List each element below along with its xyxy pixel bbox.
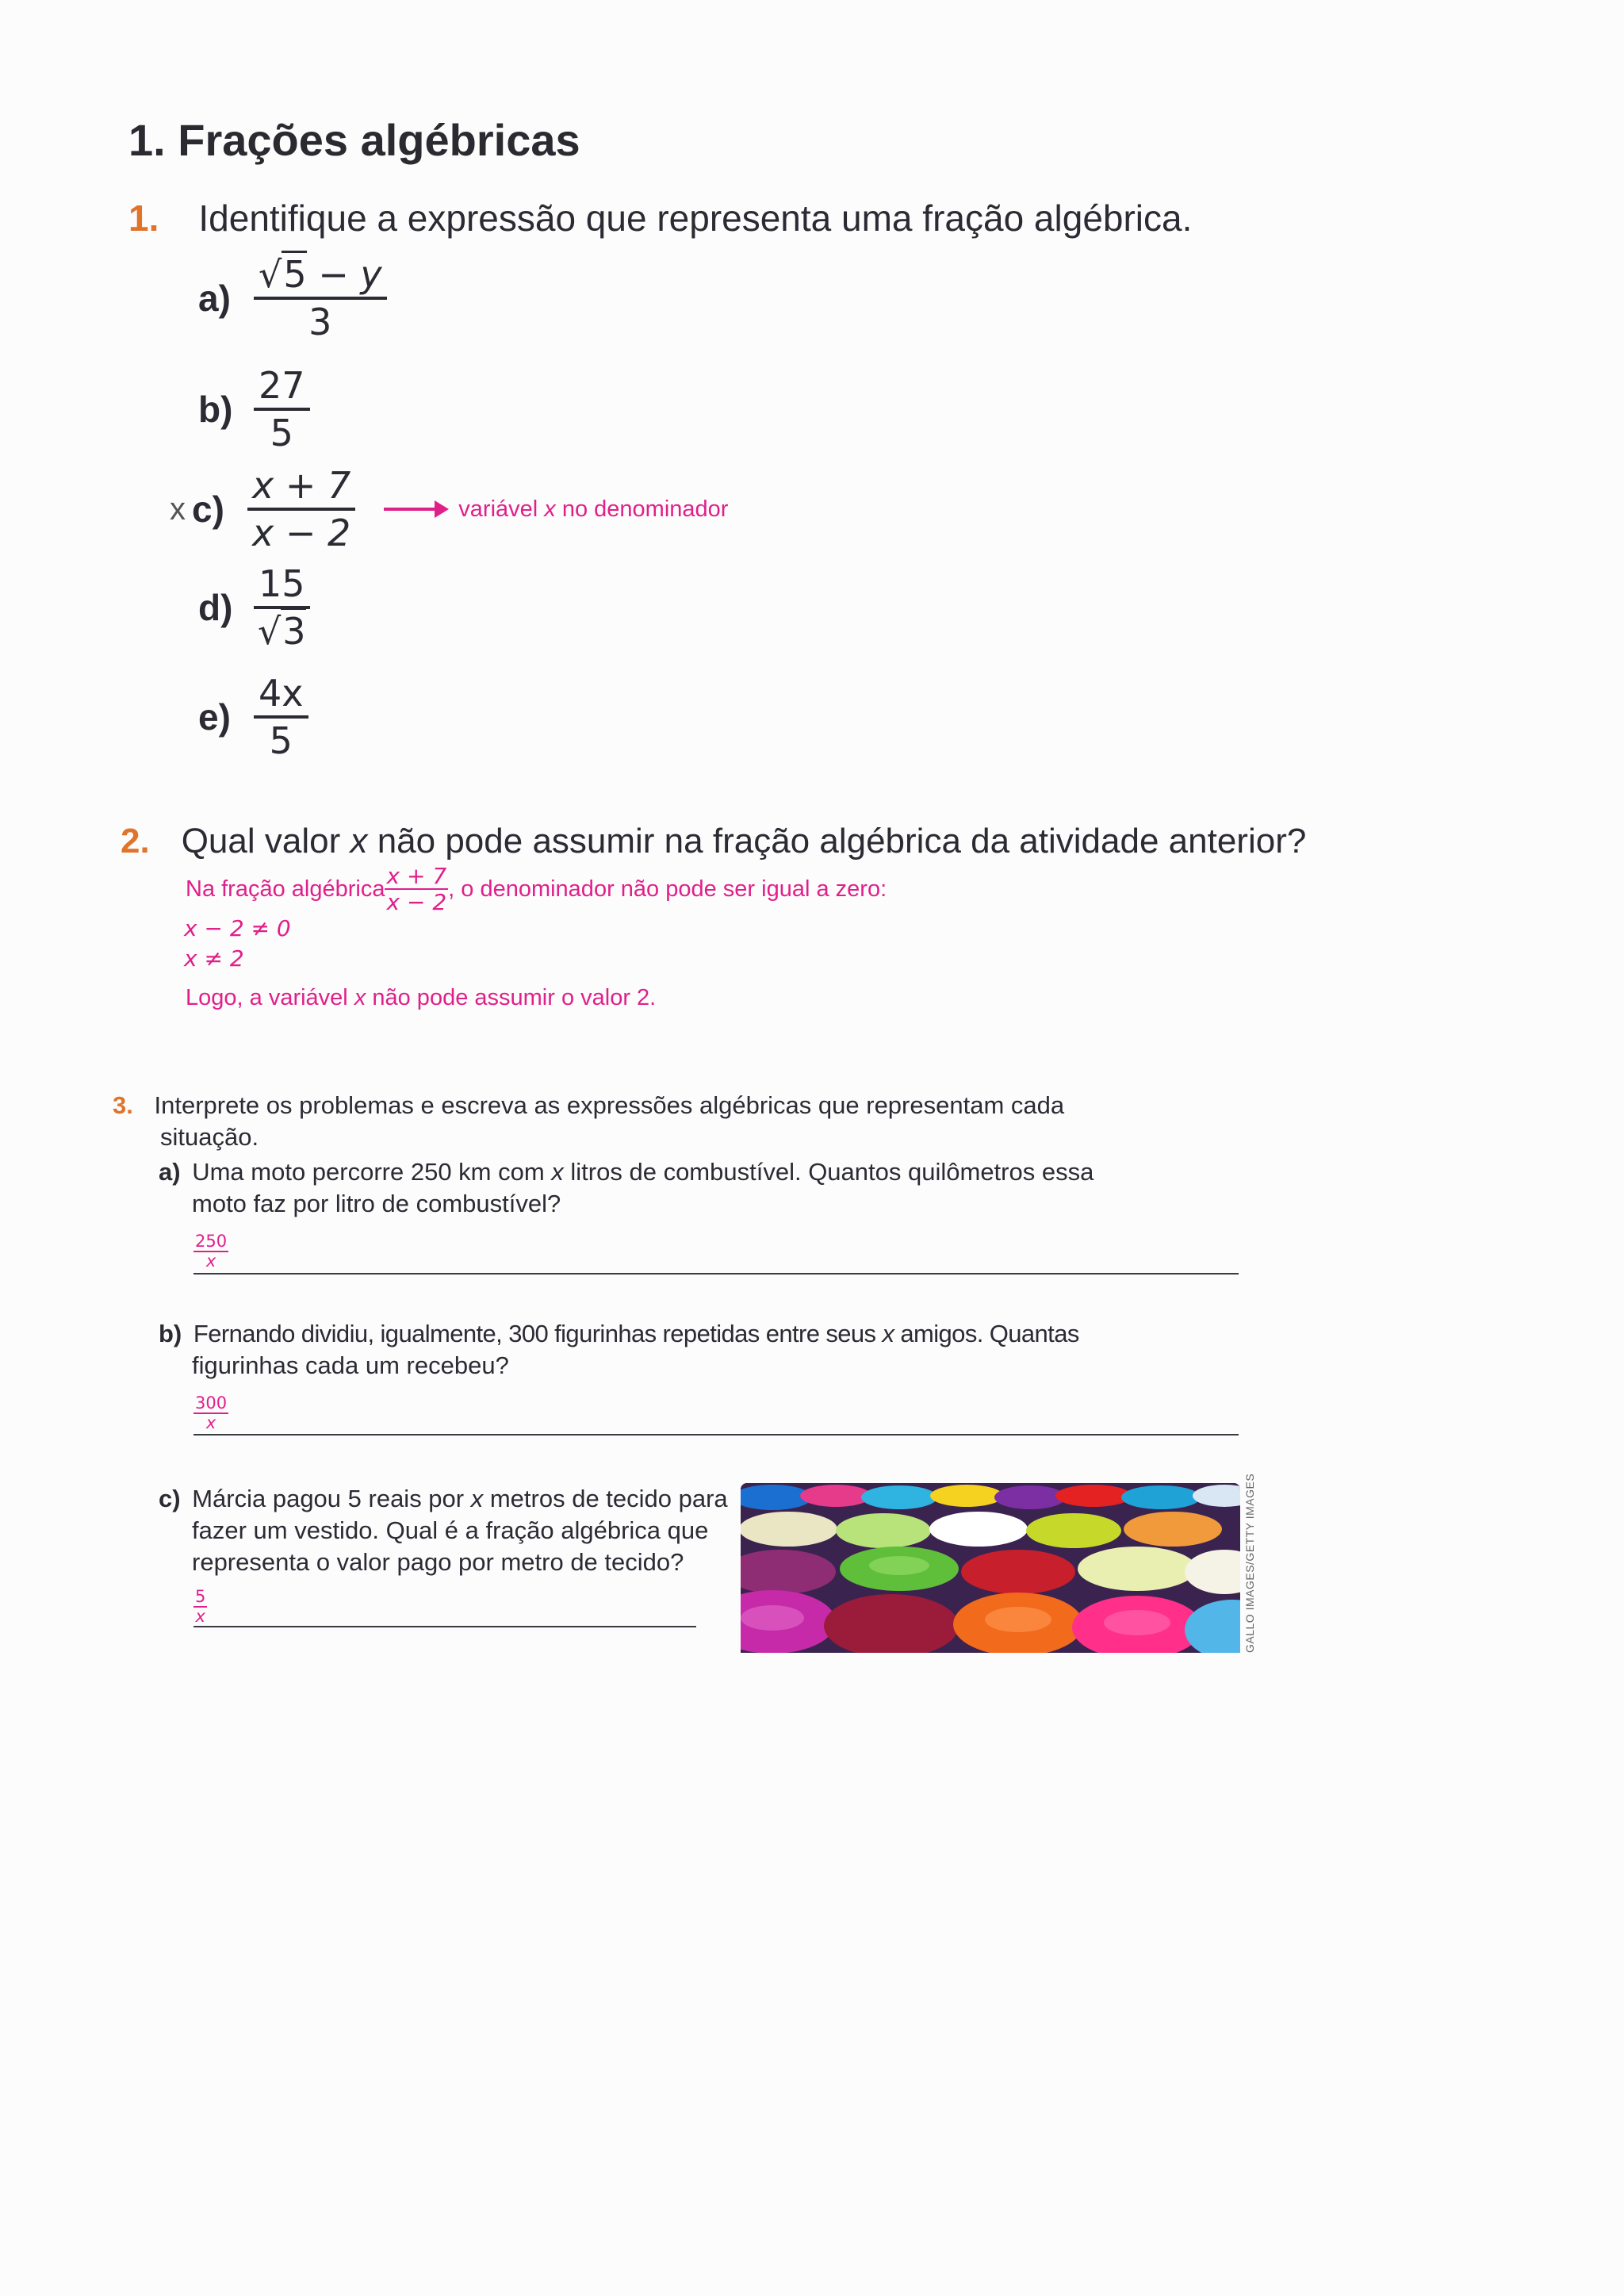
numerator: 15 (254, 565, 310, 609)
option-b (198, 366, 310, 453)
question-number: 3. (113, 1091, 133, 1119)
denominator: 5 (269, 719, 293, 763)
question-text-line-1: Interprete os problemas e escreva as expressões algébricas que representam cada (154, 1091, 1065, 1119)
fraction (254, 366, 310, 453)
section-title: 1. Frações algébricas (128, 115, 580, 165)
answer-a: $\frac{250}{x}$ (195, 1232, 228, 1271)
answer-fraction: $\frac{x + 7}{x - 2}$ (386, 863, 447, 916)
answer-line-c (193, 1626, 696, 1627)
answer-conclusion: Logo, a variável x não pode assumir o valor 2. (186, 985, 657, 1010)
option-e (198, 674, 308, 761)
answer-c: $\frac{5}{x}$ (195, 1587, 206, 1627)
fabric-rolls-photo (741, 1483, 1240, 1653)
option-letter: c) (192, 489, 224, 531)
denominator: 3 (308, 301, 332, 344)
answer-line-a (193, 1273, 1239, 1274)
answer-inequality-2: x ≠ 2 (184, 945, 244, 972)
answer-line-b (193, 1434, 1239, 1435)
subquestion-c: c) Márcia pagou 5 reais por x metros de tecido para fazer um vestido. Qual é a fração algébrica que representa o valor pago por metro de tecido? (159, 1485, 728, 1576)
question-number: 2. (121, 822, 150, 861)
fraction: $\frac{√5 - y}{3}$ (254, 255, 387, 342)
subquestion-a: a) Uma moto percorre 250 km com x litros de combustível. Quantos quilômetros essa moto faz por litro de combustível? (159, 1158, 1094, 1217)
subquestion-b: b) Fernando dividiu, igualmente, 300 figurinhas repetidas entre seus x amigos. Quantas figurinhas cada um recebeu? (159, 1320, 1079, 1379)
answer-b: $\frac{300}{x}$ (195, 1393, 228, 1433)
fabric-rolls-image (741, 1483, 1240, 1653)
question-text: Identifique a expressão que representa uma fração algébrica. (198, 197, 1193, 239)
option-d (198, 562, 310, 654)
option-letter: b) (198, 389, 233, 431)
option-letter: e) (198, 696, 231, 738)
option-letter: a) (198, 278, 231, 320)
question-3 (113, 1090, 1064, 1153)
numerator-rest: − y (306, 253, 382, 296)
question-2 (121, 822, 1306, 861)
fraction (247, 466, 355, 553)
annotation: variável x no denominador (458, 496, 729, 522)
radicand: 5 (282, 251, 306, 296)
denominator: 5 (270, 412, 293, 455)
numerator: x + 7 (247, 466, 355, 511)
numerator: 4x (254, 674, 308, 719)
numerator: 27 (254, 366, 310, 411)
question-text-line-2: situação. (160, 1123, 259, 1151)
denominator: x − 2 (252, 512, 351, 555)
option-letter: d) (198, 587, 233, 629)
fraction (254, 674, 308, 761)
photo-credit: GALLO IMAGES/GETTY IMAGES (1243, 1473, 1256, 1653)
arrow-icon (384, 508, 446, 511)
answer-inequality-1: x − 2 ≠ 0 (184, 915, 291, 941)
radicand: 3 (281, 608, 305, 653)
question-number: 1. (128, 197, 159, 239)
option-a (198, 255, 387, 342)
option-c (170, 466, 728, 553)
question-text: Qual valor x não pode assumir na fração algébrica da atividade anterior? (181, 822, 1307, 861)
fraction: $\frac{15}{√3}$ (254, 565, 310, 651)
question-1 (128, 197, 1192, 240)
answer-explanation: Na fração algébrica $\frac{x + 7}{x - 2}$ , o denominador não pode ser igual a zero: (186, 863, 887, 916)
selection-mark: x (170, 491, 186, 527)
